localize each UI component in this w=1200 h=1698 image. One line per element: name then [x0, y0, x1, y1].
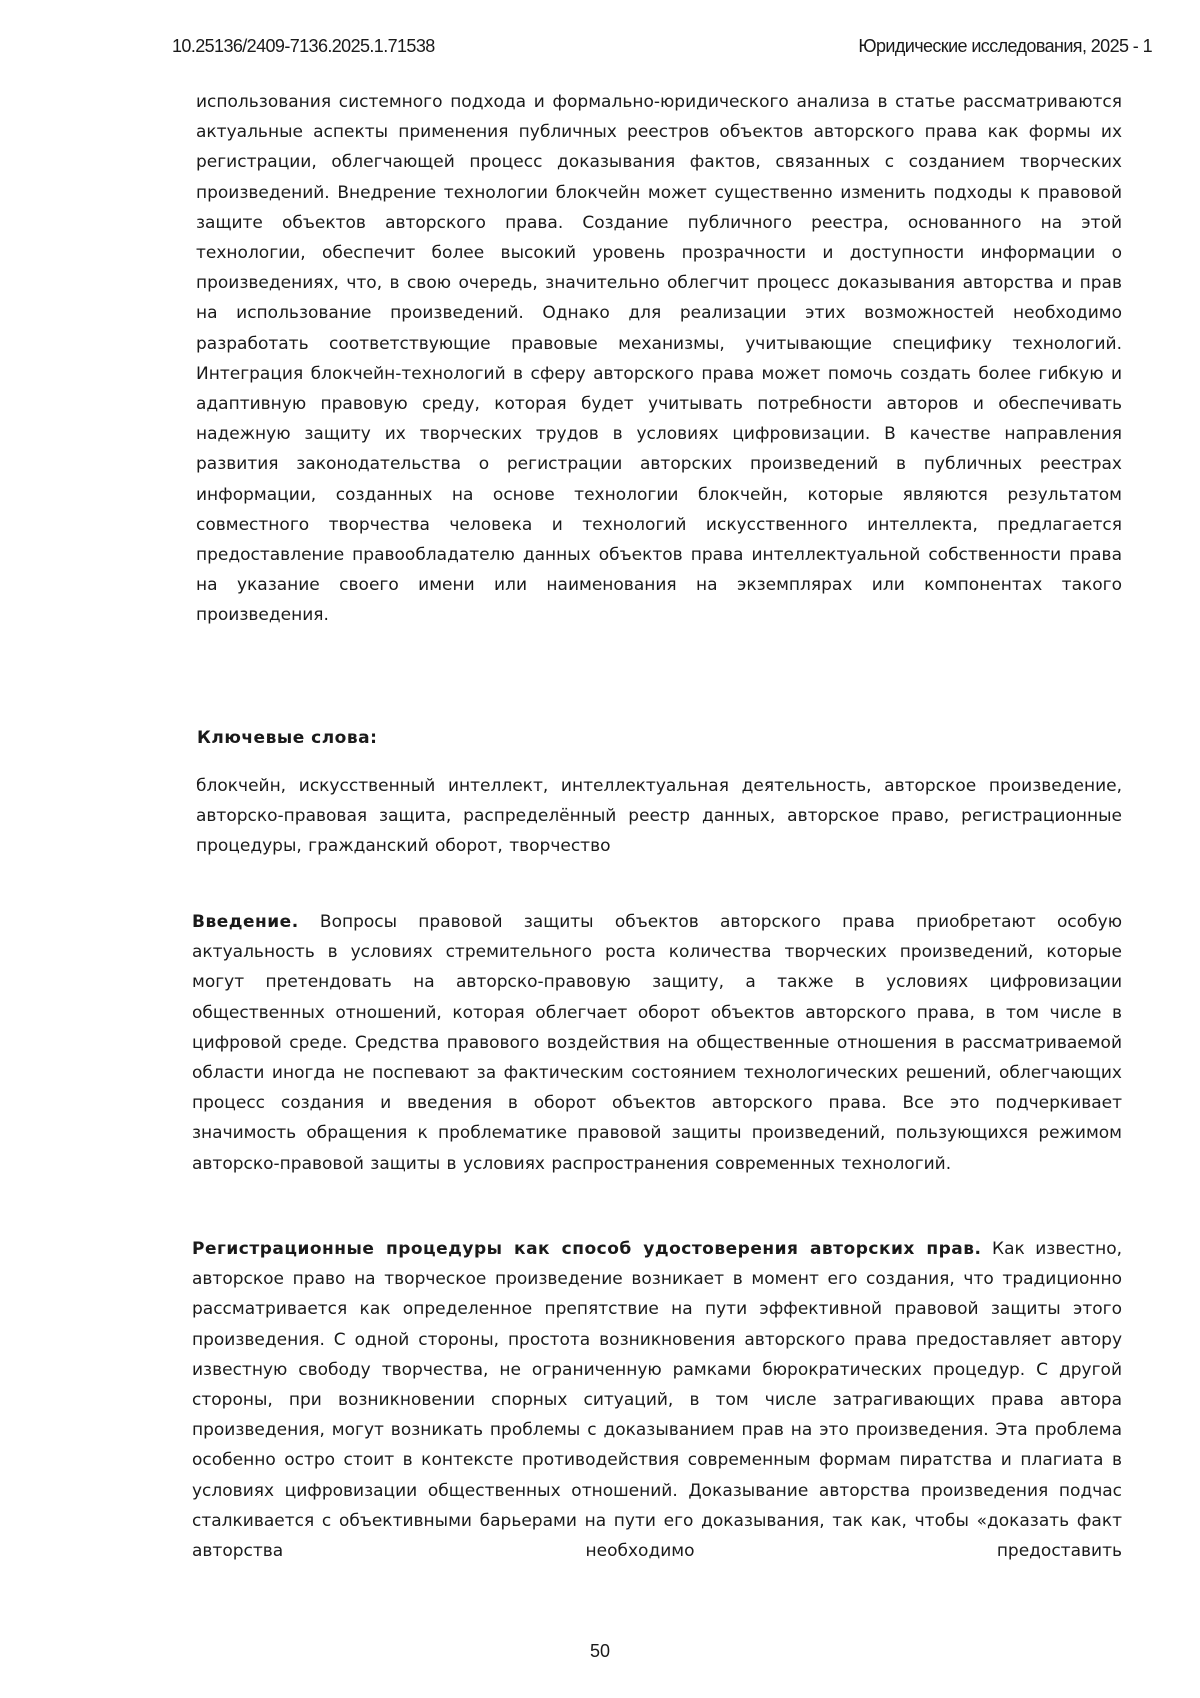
running-header: [172, 36, 1152, 64]
introduction-text: Вопросы правовой защиты объектов авторского права приобретают особую актуальность в условиях стремительного роста количества творческих произведений, которые могут претендовать на авторско-правовую защиту, а также в условиях цифровизации общественных отношений, которая облегчает оборот объектов авторского права, в том числе в цифровой среде. Средства правового воздействия на общественные отношения в рассматриваемой области иногда не поспевают за фактическим состоянием технологических решений, облегчающих процесс создания и введения в оборот объектов авторского права. Все это подчеркивает значимость обращения к проблематике правовой защиты произведений, пользующихся режимом авторско-правовой защиты в условиях распространения современных технологий.: [192, 912, 1123, 1174]
section-paragraph: [192, 1234, 1122, 1566]
section-heading: Регистрационные процедуры как способ удостоверения авторских прав.: [192, 1239, 982, 1259]
introduction-paragraph: [192, 907, 1122, 1179]
section-text: Как известно, авторское право на творческое произведение возникает в момент его создания, что традиционно рассматривается как определенное препятствие на пути эффективной правовой защиты этого произведения. С одной стороны, простота возникновения авторского права предоставляет автору известную свободу творчества, не ограниченную рамками бюрократических процедур. С другой стороны, при возникновении спорных ситуаций, в том числе затрагивающих права автора произведения, могут возникать проблемы с доказыванием прав на это произведения. Эта проблема особенно остро стоит в контексте противодействия современным формам пиратства и плагиата в условиях цифровизации общественных отношений. Доказывание авторства произведения подчас сталкивается с объективными барьерами на пути его доказывания, так как, чтобы «доказать факт авторства необходимо предоставить: [192, 1239, 1122, 1562]
keywords-heading: Ключевые слова:: [197, 728, 378, 748]
doi-label: 10.25136/2409-7136.2025.1.71538: [172, 36, 435, 56]
introduction-heading: Введение.: [192, 912, 299, 932]
abstract-paragraph: использования системного подхода и формально-юридического анализа в статье рассматриваются актуальные аспекты применения публичных реестров объектов авторского права как формы их регистрации, облегчающей процесс доказывания фактов, связанных с созданием творческих произведений. Внедрение технологии блокчейн может существенно изменить подходы к правовой защите объектов авторского права. Создание публичного реестра, основанного на этой технологии, обеспечит более высокий уровень прозрачности и доступности информации о произведениях, что, в свою очередь, значительно облегчит процесс доказывания авторства и прав на использование произведений. Однако для реализации этих возможностей необходимо разработать соответствующие правовые механизмы, учитывающие специфику технологий. Интеграция блокчейн-технологий в сферу авторского права может помочь создать более гибкую и адаптивную правовую среду, которая будет учитывать потребности авторов и обеспечивать надежную защиту их творческих трудов в условиях цифровизации. В качестве направления развития законодательства о регистрации авторских произведений в публичных реестрах информации, созданных на основе технологии блокчейн, которые являются результатом совместного творчества человека и технологий искусственного интеллекта, предлагается предоставление правообладателю данных объектов права интеллектуальной собственности права на указание своего имени или наименования на экземплярах или компонентах такого произведения.: [196, 92, 1122, 626]
page-number: 50: [589, 1641, 611, 1661]
keywords-paragraph: блокчейн, искусственный интеллект, интеллектуальная деятельность, авторское произведение, авторско-правовая защита, распределённый реестр данных, авторское право, регистрационные процедуры, гражданский оборот, творчество: [196, 776, 1122, 857]
journal-title: Юридические исследования, 2025 - 1: [858, 36, 1152, 56]
